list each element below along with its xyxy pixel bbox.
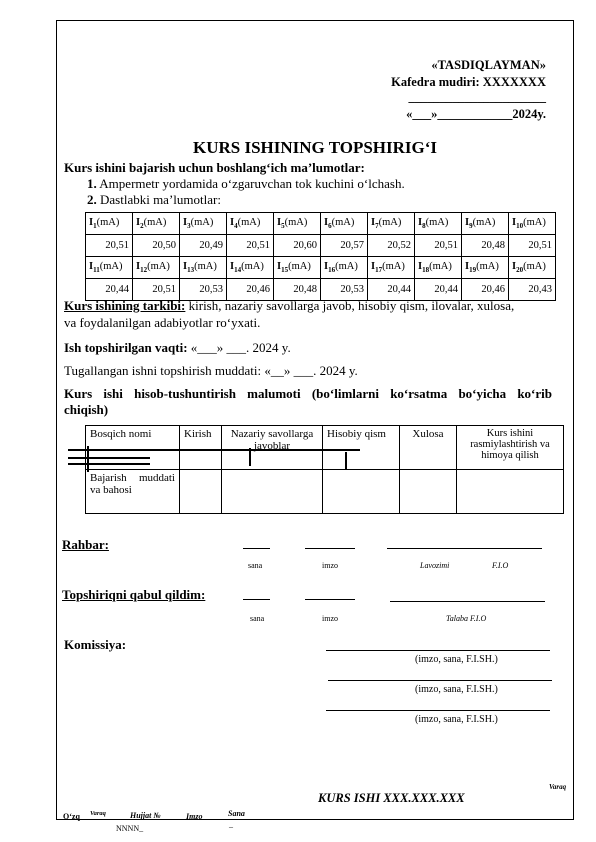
supervisor-fio-caption: F.I.O (492, 561, 509, 570)
stage-row-label: Bajarish muddati va bahosi (86, 470, 180, 514)
commission-line-1[interactable] (326, 650, 550, 651)
current-label-cell: $I_{16}(mA)$ (321, 257, 368, 279)
structure-label: Kurs ishining tarkibi: (64, 298, 186, 313)
footer-sana-dash: _ (229, 820, 233, 829)
item-number: 1. (87, 176, 97, 191)
currents-table (85, 212, 556, 301)
current-label-cell: $I_{10}(mA)$ (509, 213, 556, 235)
current-value-cell: 20,57 (321, 235, 368, 257)
stage-cell[interactable] (400, 470, 457, 514)
stray-lines-graphic (60, 440, 370, 480)
current-value-cell: 20,51 (415, 235, 462, 257)
current-label-cell: $I_6(mA)$ (321, 213, 368, 235)
structure-text-1: kirish, nazariy savollarga javob, hisobiy qism, ilovalar, xulosa, (185, 298, 515, 313)
footer-hujjat-number: NNNN_ (116, 824, 144, 833)
currents-header-row-2 (86, 257, 556, 279)
current-label-cell: $I_{12}(mA)$ (133, 257, 180, 279)
stage-header: Kurs ishini rasmiylashtirish va himoya qilish (457, 426, 564, 470)
current-value-cell: 20,44 (86, 279, 133, 301)
supervisor-sana-caption: sana (248, 561, 263, 570)
footer-sheet-label: Varaq (549, 783, 567, 791)
current-label-cell: $I_2(mA)$ (133, 213, 180, 235)
supervisor-imzo-caption: imzo (322, 561, 338, 570)
item-text: Dastlabki ma’lumotlar: (100, 192, 221, 207)
current-value-cell: 20,60 (274, 235, 321, 257)
footer-hujjat: Hujjat № (130, 811, 161, 820)
commission-note-1: (imzo, sana, F.I.SH.) (415, 654, 498, 665)
current-label-cell: $I_3(mA)$ (180, 213, 227, 235)
current-value-cell: 20,51 (227, 235, 274, 257)
current-value-cell: 20,49 (180, 235, 227, 257)
current-label-cell: $I_{11}(mA)$ (86, 257, 133, 279)
accepted-label: Topshiriqni qabul qildim: (62, 587, 206, 602)
current-value-cell: 20,44 (415, 279, 462, 301)
current-label-cell: $I_{17}(mA)$ (368, 257, 415, 279)
issued-date (64, 340, 291, 356)
deadline-label: Tugallangan ishni topshirish muddati (64, 363, 258, 378)
current-value-cell: 20,44 (368, 279, 415, 301)
item-number: 2. (87, 192, 97, 207)
current-label-cell: $I_{20}(mA)$ (509, 257, 556, 279)
approval-signature-line: ______________________ (408, 90, 546, 104)
current-value-cell: 20,50 (133, 235, 180, 257)
deadline (64, 363, 358, 379)
current-value-cell: 20,51 (86, 235, 133, 257)
current-label-cell: $I_{13}(mA)$ (180, 257, 227, 279)
stage-header: Xulosa (400, 426, 457, 470)
initial-item-2 (87, 192, 221, 208)
stage-cell[interactable] (457, 470, 564, 514)
current-value-cell: 20,43 (509, 279, 556, 301)
stage-header: Kirish (180, 426, 222, 470)
report-line-1: Kurs ishi hisob-tushuntirish malumoti (bo‘limlarni ko‘rsatma bo‘yicha ko‘rib (64, 386, 552, 401)
stage-header: Nazariy savollarga javoblar (222, 426, 323, 470)
footer-varaq: Varaq (90, 810, 106, 817)
current-label-cell: $I_{14}(mA)$ (227, 257, 274, 279)
current-value-cell: 20,51 (509, 235, 556, 257)
accepted-signature-line[interactable] (305, 599, 355, 600)
report-line-2: chiqish) (64, 402, 109, 417)
current-label-cell: $I_4(mA)$ (227, 213, 274, 235)
footer-document-code: KURS ISHI XXX.XXX.XXX (318, 791, 465, 805)
approval-head: Kafedra mudiri: XXXXXXX (391, 75, 546, 89)
initial-heading: Kurs ishini bajarish uchun boshlang‘ich ma’lumotlar: (64, 160, 365, 175)
current-label-cell: $I_1(mA)$ (86, 213, 133, 235)
approval-date: «___»____________2024y. (406, 107, 546, 121)
supervisor-date-line[interactable] (243, 548, 270, 549)
approval-title: «TASDIQLAYMAN» (431, 58, 546, 72)
commission-note-2: (imzo, sana, F.I.SH.) (415, 684, 498, 695)
structure-text-2: va foydalanilgan adabiyotlar ro‘yxati. (64, 315, 261, 330)
current-label-cell: $I_5(mA)$ (274, 213, 321, 235)
accepted-sana-caption: sana (250, 614, 265, 623)
commission-label: Komissiya: (64, 637, 127, 652)
supervisor-position-caption: Lavozimi (420, 561, 450, 570)
deadline-value: : «__» ___. 2024 y. (257, 363, 358, 378)
initial-item-1 (87, 176, 405, 192)
currents-header-row-1 (86, 213, 556, 235)
current-label-cell: $I_7(mA)$ (368, 213, 415, 235)
supervisor-label: Rahbar: (62, 537, 109, 552)
current-value-cell: 20,46 (227, 279, 274, 301)
current-value-cell: 20,46 (462, 279, 509, 301)
accepted-imzo-caption: imzo (322, 614, 338, 623)
currents-values-row-1 (86, 235, 556, 257)
current-value-cell: 20,48 (274, 279, 321, 301)
structure-paragraph (64, 298, 514, 314)
footer-ozq: O‘zq (63, 812, 80, 821)
accepted-date-line[interactable] (243, 599, 270, 600)
footer-imzo: Imzo (186, 812, 203, 821)
stage-header: Bosqich nomi (86, 426, 180, 470)
item-text: Ampermetr yordamida o‘zgaruvchan tok kuchini o‘lchash. (99, 176, 405, 191)
commission-line-3[interactable] (326, 710, 550, 711)
current-label-cell: $I_8(mA)$ (415, 213, 462, 235)
footer-sana: Sana (228, 809, 245, 818)
current-value-cell: 20,53 (321, 279, 368, 301)
student-fio-caption: Talaba F.I.O (446, 614, 487, 623)
current-label-cell: $I_9(mA)$ (462, 213, 509, 235)
current-label-cell: $I_{18}(mA)$ (415, 257, 462, 279)
stage-header: Hisobiy qism (323, 426, 400, 470)
supervisor-name-line[interactable] (387, 548, 542, 549)
current-label-cell: $I_{19}(mA)$ (462, 257, 509, 279)
current-value-cell: 20,48 (462, 235, 509, 257)
issued-label: Ish topshirilgan vaqti: (64, 340, 188, 355)
current-label-cell: $I_{15}(mA)$ (274, 257, 321, 279)
commission-note-3: (imzo, sana, F.I.SH.) (415, 714, 498, 725)
accepted-name-line[interactable] (390, 601, 545, 602)
supervisor-signature-line[interactable] (305, 548, 355, 549)
current-value-cell: 20,53 (180, 279, 227, 301)
document-title: KURS ISHINING TOPSHIRIG‘I (192, 138, 438, 157)
issued-value: «___» ___. 2024 y. (187, 340, 291, 355)
commission-line-2[interactable] (328, 680, 552, 681)
current-value-cell: 20,51 (133, 279, 180, 301)
current-value-cell: 20,52 (368, 235, 415, 257)
